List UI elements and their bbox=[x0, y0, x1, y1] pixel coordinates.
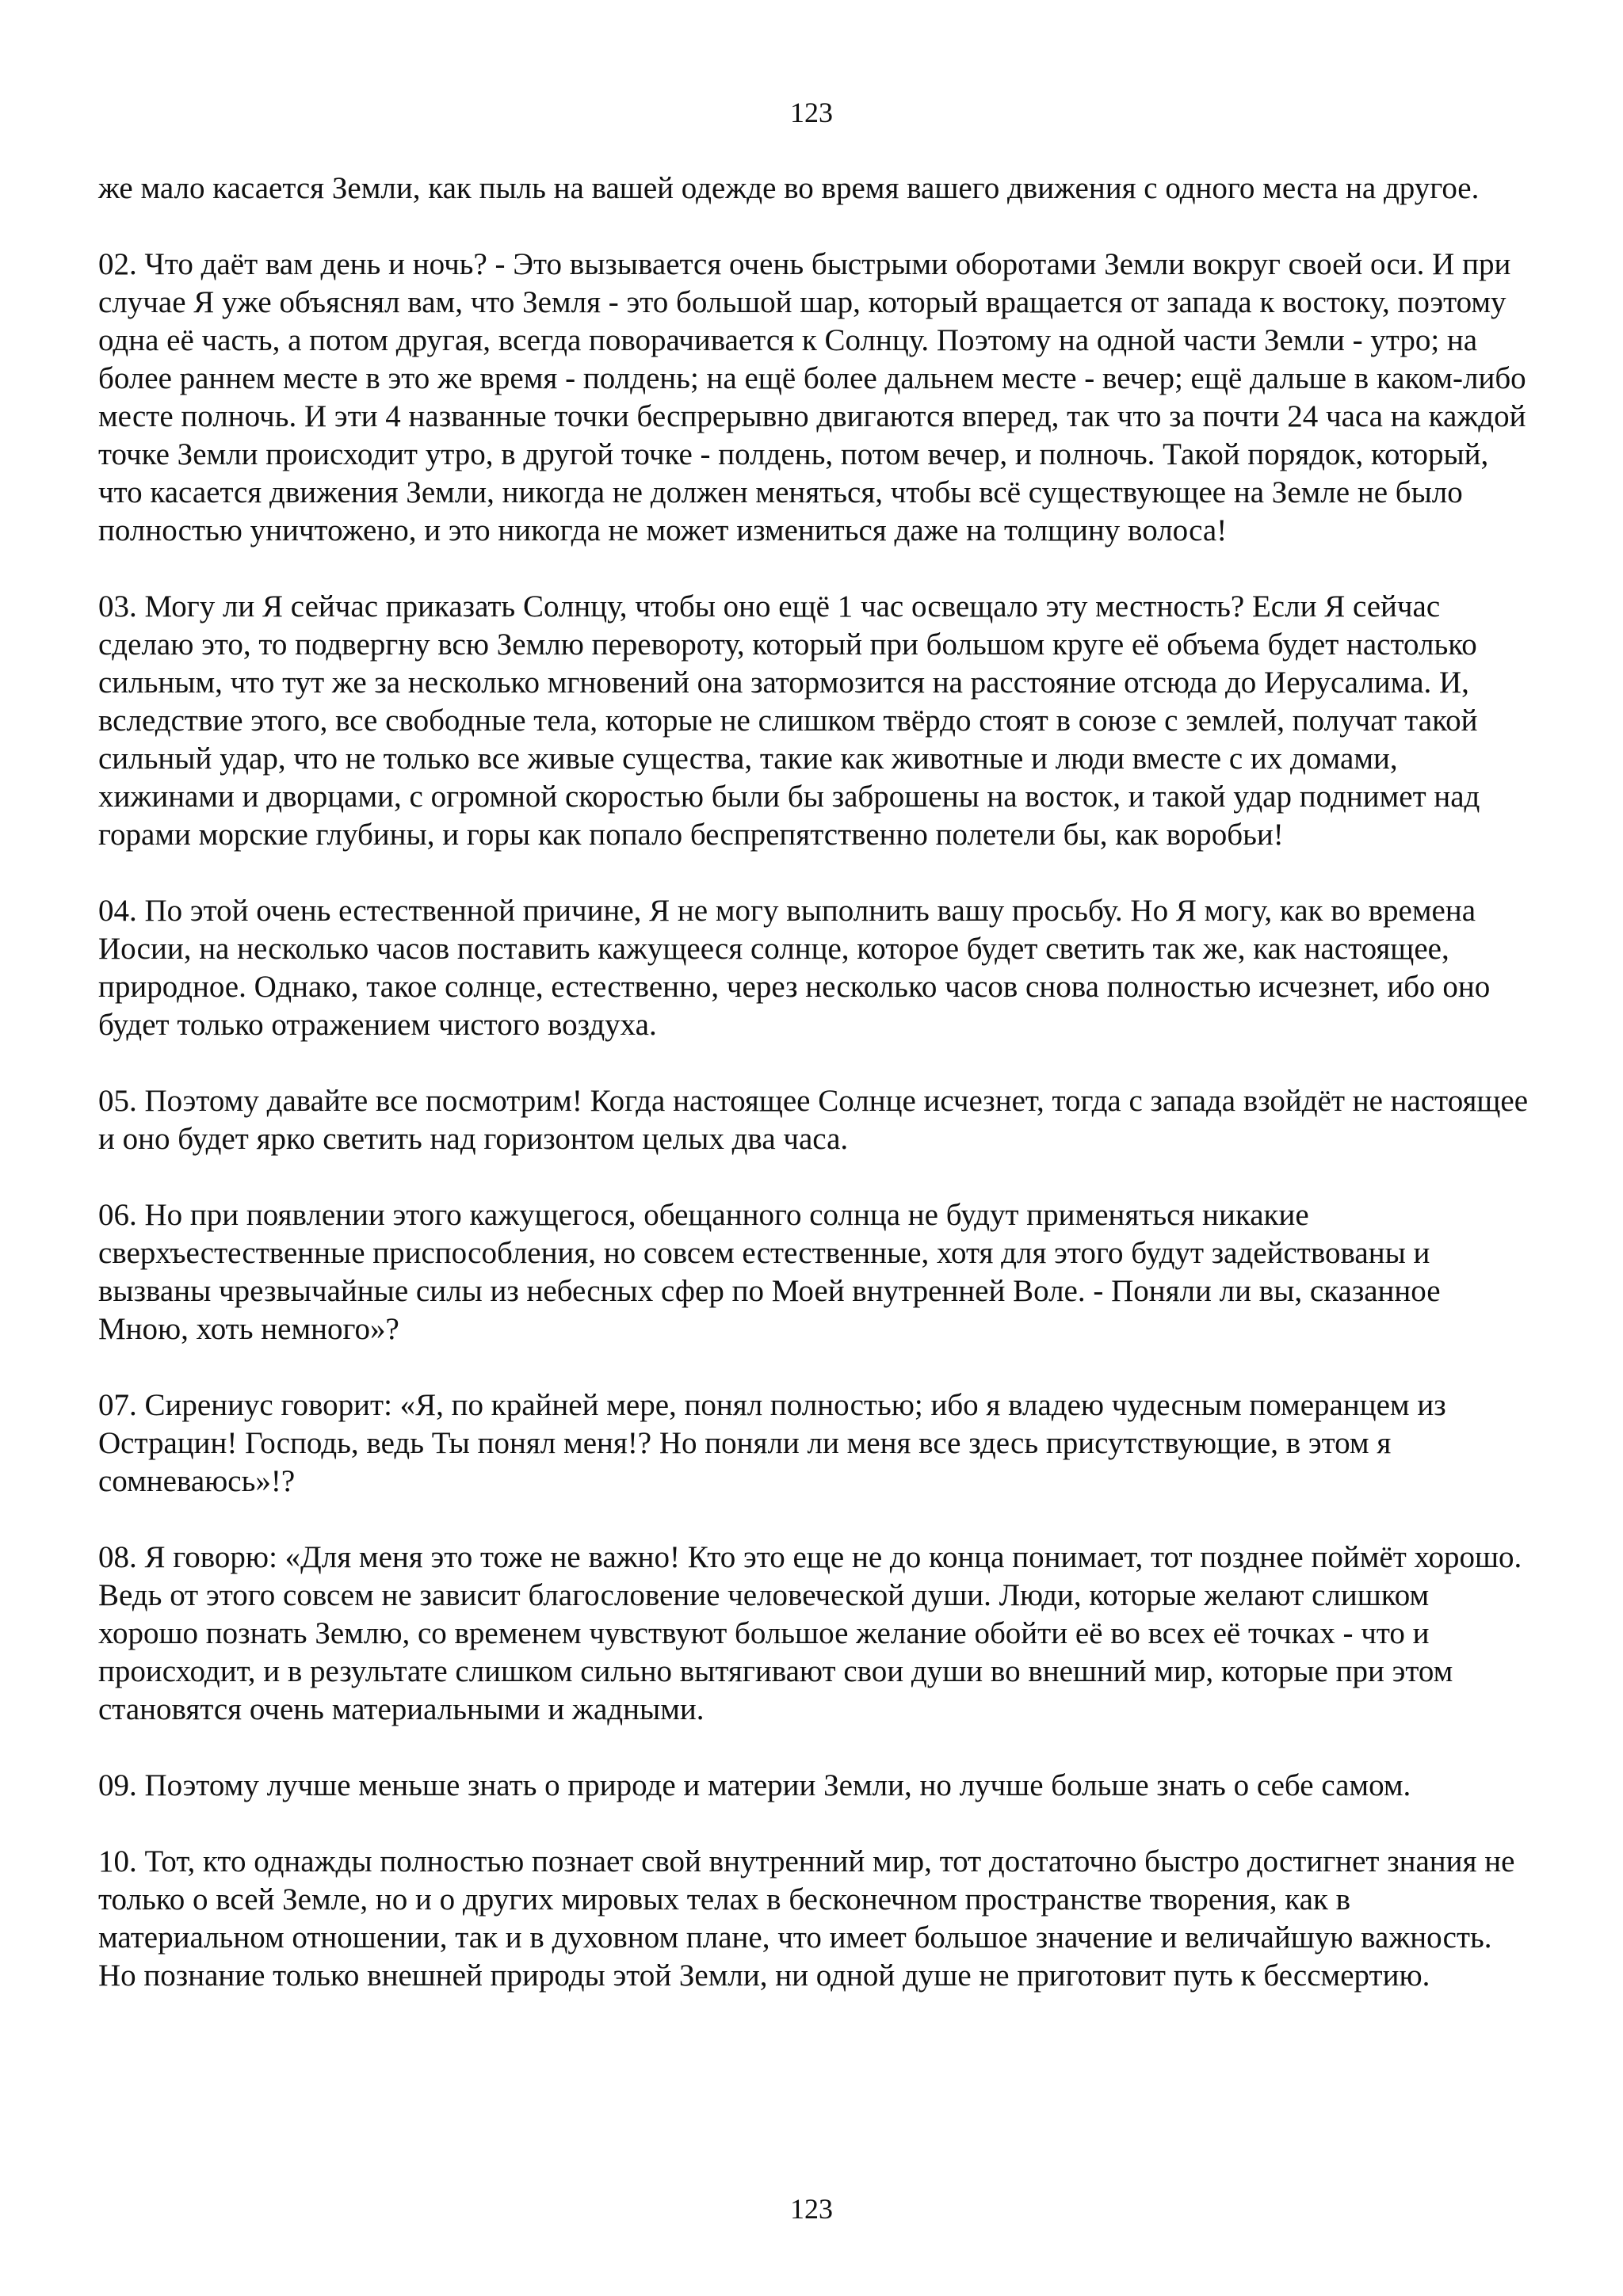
paragraph-09: 09. Поэтому лучше меньше знать о природе и материи Земли, но лучше больше знать о себе самом. bbox=[98, 1768, 1411, 1802]
page-number-bottom: 123 bbox=[790, 2193, 833, 2225]
paragraph-03: 03. Могу ли Я сейчас приказать Солнцу, чтобы оно ещё 1 час освещало эту местность? Если Я сейчас сделаю это, то подвергну всю Землю перевороту, который при большом круге её объема будет настолько сильным, что тут же за несколько мгновений она затормозится на расстояние отсюда до Иерусалима. И, вследствие этого, все свободные тела, которые не слишком твёрдо стоят в союзе с землей, получат такой сильный удар, что не только все живые существа, такие как животные и люди вместе с их домами, хижинами и дворцами, с огромной скоростью были бы заброшены на восток, и такой удар поднимет над горами морские глубины, и горы как попало беспрепятственно полетели бы, как воробьи! bbox=[98, 589, 1480, 852]
paragraph-10: 10. Тот, кто однажды полностью познает свой внутренний мир, тот достаточно быстро достигнет знания не только о всей Земле, но и о других мировых телах в бесконечном пространстве творения, как в материальном отношении, так и в духовном плане, что имеет большое значение и величайшую важность. Но познание только внешней природы этой Земли, ни одной душе не приготовит путь к бессмертию. bbox=[98, 1844, 1515, 1993]
paragraph-continuation: же мало касается Земли, как пыль на вашей одежде во время вашего движения с одного места на другое. bbox=[98, 171, 1480, 205]
paragraph-08: 08. Я говорю: «Для меня это тоже не важно! Кто это еще не до конца понимает, тот позднее поймёт хорошо. Ведь от этого совсем не зависит благословение человеческой души. Люди, которые желают слишком хорошо познать Землю, со временем чувствуют большое желание обойти её во всех её точках - что и происходит, и в результате слишком сильно вытягивают свои души во внешний мир, которые при этом становятся очень материальными и жадными. bbox=[98, 1540, 1522, 1726]
document-body bbox=[98, 170, 1533, 1995]
paragraph-04: 04. По этой очень естественной причине, Я не могу выполнить вашу просьбу. Но Я могу, как во времена Иосии, на несколько часов поставить кажущееся солнце, которое будет светить так же, как настоящее, природное. Однако, такое солнце, естественно, через несколько часов снова полностью исчезнет, ибо оно будет только отражением чистого воздуха. bbox=[98, 894, 1491, 1042]
page-number-top: 123 bbox=[790, 97, 833, 128]
paragraph-05: 05. Поэтому давайте все посмотрим! Когда настоящее Солнце исчезнет, тогда с запада взойдёт не настоящее и оно будет ярко светить над горизонтом целых два часа. bbox=[98, 1084, 1529, 1156]
paragraph-06: 06. Но при появлении этого кажущегося, обещанного солнца не будут применяться никакие сверхъестественные приспособления, но совсем естественные, хотя для этого будут задействованы и вызваны чрезвычайные силы из небесных сфер по Моей внутренней Воле. - Поняли ли вы, сказанное Мною, хоть немного»? bbox=[98, 1198, 1441, 1346]
paragraph-02: 02. Что даёт вам день и ночь? - Это вызывается очень быстрыми оборотами Земли вокруг своей оси. И при случае Я уже объяснял вам, что Земля - это большой шар, который вращается от запада к востоку, поэтому одна её часть, а потом другая, всегда поворачивается к Солнцу. Поэтому на одной части Земли - утро; на более раннем месте в это же время - полдень; на ещё более дальнем месте - вечер; ещё дальше в каком-либо месте полночь. И эти 4 названные точки беспрерывно двигаются вперед, так что за почти 24 часа на каждой точке Земли происходит утро, в другой точке - полдень, потом вечер, и полночь. Такой порядок, который, что касается движения Земли, никогда не должен меняться, чтобы всё существующее на Земле не было полностью уничтожено, и это никогда не может измениться даже на толщину волоса! bbox=[98, 247, 1526, 547]
paragraph-07: 07. Сирениус говорит: «Я, по крайней мере, понял полностью; ибо я владею чудесным померанцем из Острацин! Господь, ведь Ты понял меня!? Но поняли ли меня все здесь присутствующие, в этом я сомневаюсь»!? bbox=[98, 1388, 1446, 1498]
